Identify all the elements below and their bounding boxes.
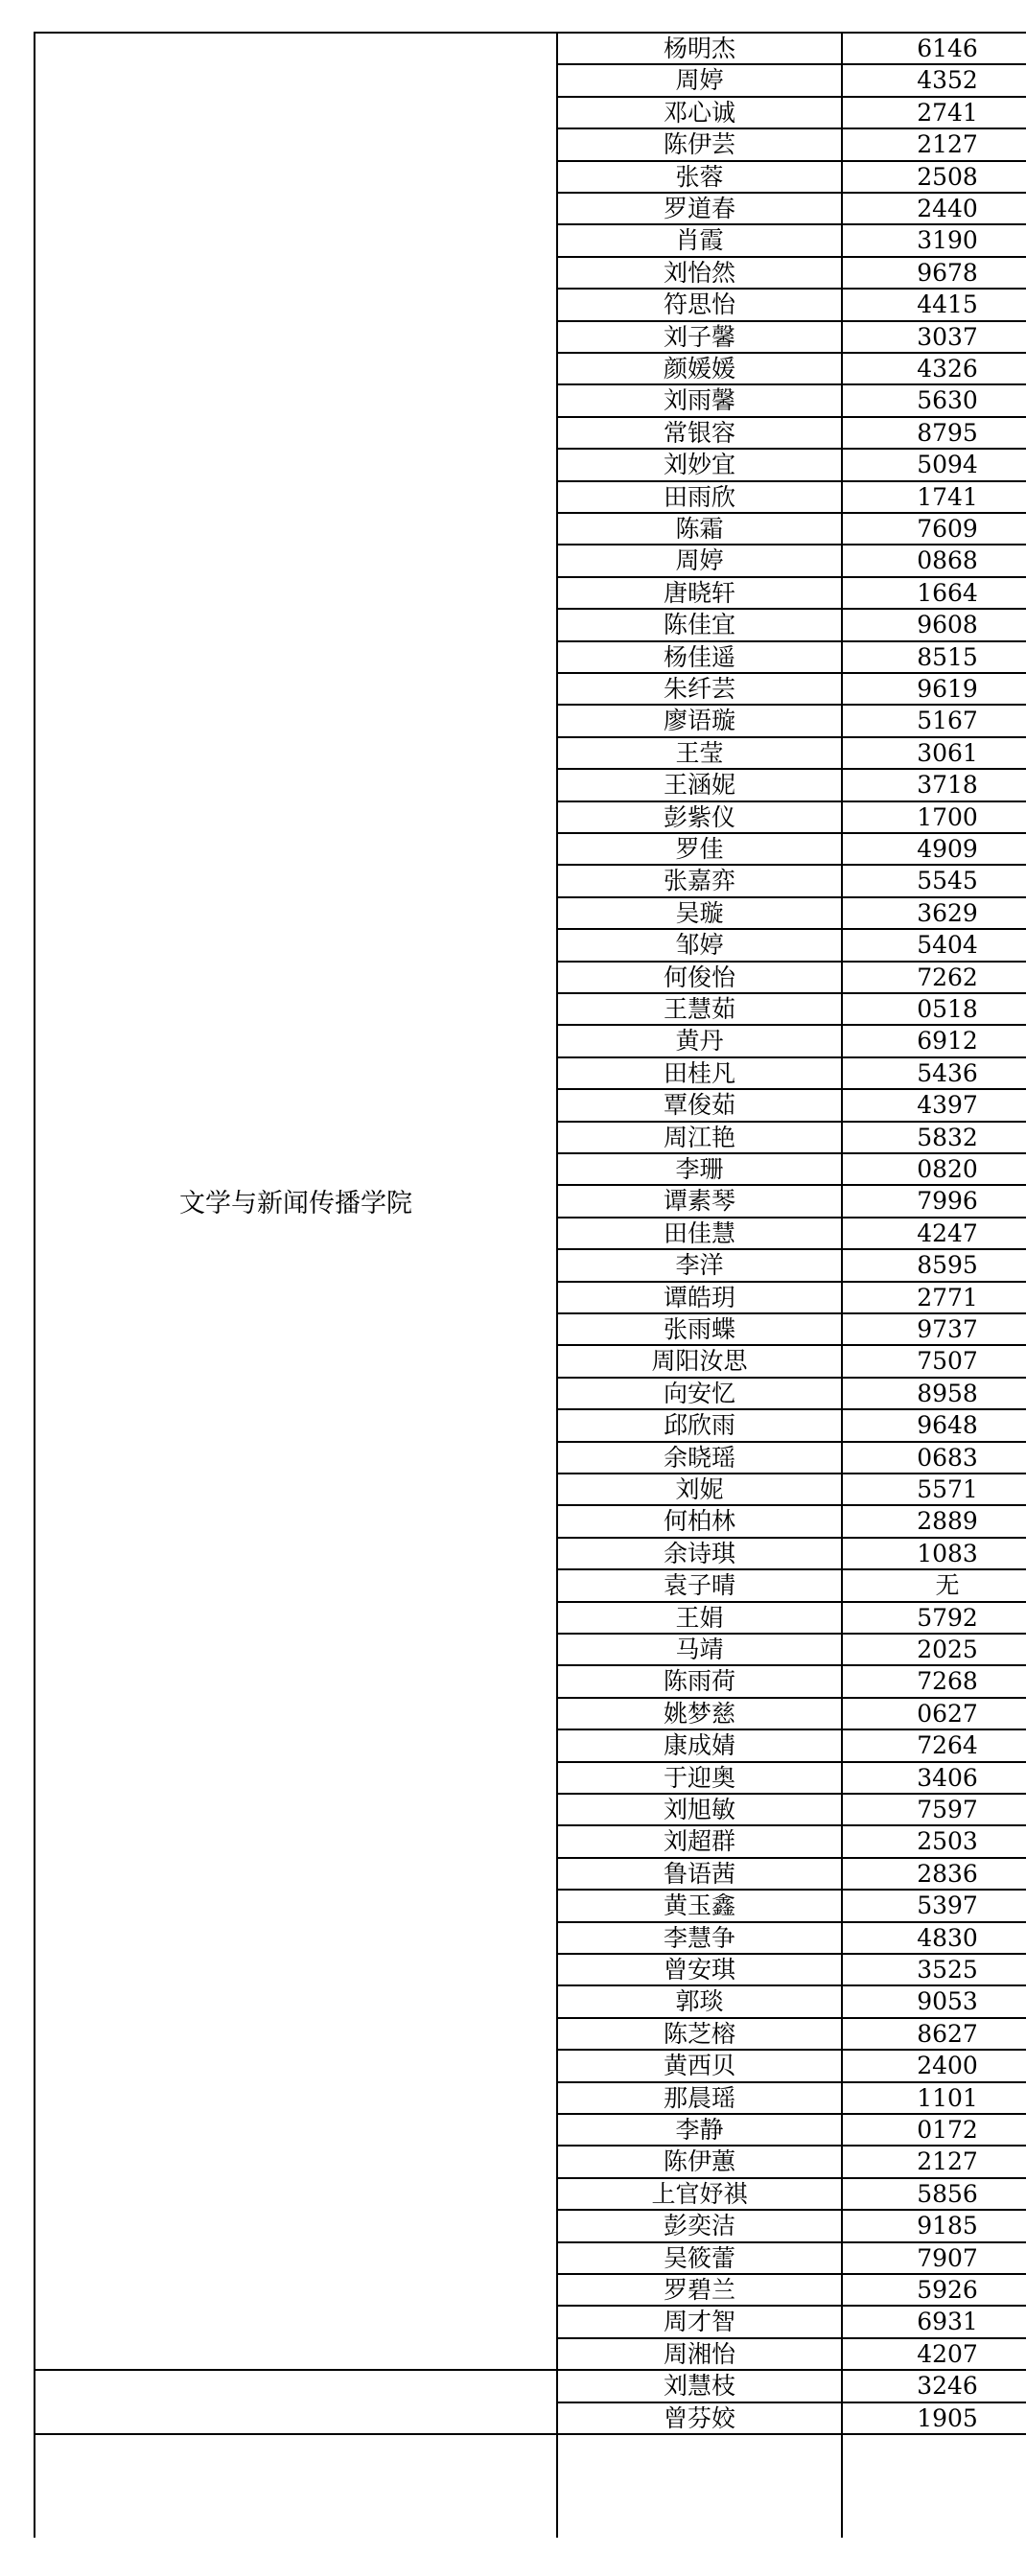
code-cell: 7268 <box>917 1667 978 1696</box>
code-cell: 3525 <box>917 1956 978 1984</box>
code-cell: 5926 <box>917 2276 978 2304</box>
code-cell: 4909 <box>917 835 978 863</box>
spreadsheet-table <box>34 32 1026 2538</box>
code-cell: 0820 <box>917 1155 978 1183</box>
name-cell: 李静 <box>675 2116 724 2144</box>
code-cell: 1905 <box>917 2403 978 2432</box>
code-cell: 7507 <box>917 1347 978 1376</box>
code-cell: 9619 <box>917 675 978 703</box>
name-cell: 郭琰 <box>675 1987 724 2016</box>
name-cell: 张蓉 <box>675 162 724 191</box>
name-cell: 何俊怡 <box>663 963 735 991</box>
name-cell: 李慧争 <box>663 1923 735 1952</box>
name-cell: 罗佳 <box>675 835 724 863</box>
name-cell: 鲁语茜 <box>663 1859 735 1888</box>
code-cell: 5167 <box>917 707 978 735</box>
name-cell: 李洋 <box>675 1251 724 1280</box>
name-cell: 邹婷 <box>675 931 724 960</box>
code-cell: 8958 <box>917 1379 978 1407</box>
code-cell: 5545 <box>917 867 978 895</box>
code-cell: 5856 <box>917 2179 978 2208</box>
name-cell: 刘慧枝 <box>663 2372 735 2401</box>
name-cell: 黄玉鑫 <box>663 1891 735 1920</box>
name-cell: 向安忆 <box>663 1379 735 1407</box>
code-cell: 2400 <box>917 2052 978 2080</box>
code-cell: 2741 <box>917 98 978 127</box>
code-cell: 0868 <box>917 546 978 575</box>
code-cell: 2836 <box>917 1859 978 1888</box>
code-cell: 9648 <box>917 1411 978 1440</box>
name-cell: 周才智 <box>663 2308 735 2336</box>
name-cell: 田佳慧 <box>663 1218 735 1247</box>
code-cell: 4352 <box>917 66 978 95</box>
name-cell: 颜媛媛 <box>663 355 735 383</box>
code-cell: 5094 <box>917 451 978 479</box>
name-cell: 邓心诚 <box>663 98 735 127</box>
code-cell: 3037 <box>917 322 978 351</box>
name-cell: 何柏林 <box>663 1507 735 1536</box>
name-cell: 曾芬姣 <box>663 2403 735 2432</box>
name-cell: 袁子晴 <box>663 1571 735 1600</box>
name-cell: 马靖 <box>675 1636 724 1663</box>
code-cell: 8627 <box>917 2019 978 2048</box>
name-cell: 黄丹 <box>675 1027 724 1056</box>
code-cell: 0683 <box>917 1443 978 1472</box>
code-cell: 0518 <box>917 995 978 1023</box>
name-cell: 谭皓玥 <box>663 1283 735 1311</box>
name-cell: 周婷 <box>675 66 724 95</box>
name-cell: 余诗琪 <box>663 1539 735 1567</box>
code-cell: 2508 <box>917 162 978 191</box>
name-cell: 刘妙宜 <box>663 451 735 479</box>
code-cell: 1101 <box>917 2083 978 2112</box>
name-cell: 彭紫仪 <box>663 802 735 831</box>
code-cell: 2771 <box>917 1283 978 1311</box>
code-cell: 9608 <box>917 611 978 639</box>
code-cell: 4830 <box>917 1923 978 1952</box>
name-cell: 廖语璇 <box>663 707 735 735</box>
code-cell: 4415 <box>917 290 978 319</box>
code-cell: 7597 <box>917 1796 978 1823</box>
name-cell: 陈霜 <box>675 515 724 543</box>
code-cell: 6931 <box>917 2308 978 2336</box>
name-cell: 刘雨馨 <box>663 386 735 415</box>
code-cell: 3629 <box>917 898 978 927</box>
name-cell: 张雨蝶 <box>663 1315 735 1343</box>
name-cell: 符思怡 <box>663 290 735 319</box>
code-cell: 8795 <box>917 418 978 447</box>
name-cell: 刘超群 <box>663 1827 735 1856</box>
code-cell: 8515 <box>917 642 978 671</box>
code-cell: 5436 <box>917 1058 978 1087</box>
name-cell: 杨佳遥 <box>663 642 735 671</box>
code-cell: 0172 <box>917 2116 978 2144</box>
name-cell: 王莹 <box>675 738 724 767</box>
name-cell: 刘旭敏 <box>663 1796 735 1823</box>
name-cell: 余晓瑶 <box>663 1443 735 1472</box>
name-cell: 那晨瑶 <box>663 2083 735 2112</box>
name-cell: 常银容 <box>663 418 735 447</box>
code-cell: 1664 <box>917 578 978 607</box>
name-cell: 刘怡然 <box>663 258 735 287</box>
name-cell: 唐晓轩 <box>663 578 735 607</box>
name-cell: 王涵妮 <box>663 771 735 800</box>
name-cell: 王娟 <box>675 1603 724 1632</box>
code-cell: 2127 <box>917 130 978 159</box>
department-cell <box>35 2369 556 2433</box>
name-cell: 田雨欣 <box>663 482 735 511</box>
code-cell: 2503 <box>917 1827 978 1856</box>
name-cell: 刘妮 <box>675 1475 724 1503</box>
name-cell: 张嘉弈 <box>663 867 735 895</box>
code-cell: 3061 <box>917 738 978 767</box>
code-cell: 5404 <box>917 931 978 960</box>
name-cell: 陈伊蕙 <box>663 2147 735 2176</box>
name-cell: 陈佳宜 <box>663 611 735 639</box>
code-cell: 5792 <box>917 1603 978 1632</box>
code-cell: 无 <box>935 1571 960 1600</box>
name-cell: 黄西贝 <box>663 2052 735 2080</box>
code-cell: 4397 <box>917 1091 978 1120</box>
code-cell: 4207 <box>917 2339 978 2368</box>
code-cell: 1741 <box>917 482 978 511</box>
code-cell: 5832 <box>917 1123 978 1151</box>
code-cell: 4326 <box>917 355 978 383</box>
code-cell: 2025 <box>917 1636 978 1663</box>
code-cell: 2889 <box>917 1507 978 1536</box>
code-cell: 5630 <box>917 386 978 415</box>
code-cell: 7264 <box>917 1731 978 1760</box>
code-cell: 0627 <box>917 1699 978 1728</box>
name-cell: 上官妤祺 <box>651 2179 748 2208</box>
name-cell: 田桂凡 <box>663 1058 735 1087</box>
code-cell: 5397 <box>917 1891 978 1920</box>
name-cell: 邱欣雨 <box>663 1411 735 1440</box>
code-cell: 4247 <box>917 1218 978 1247</box>
name-cell: 杨明杰 <box>663 35 735 62</box>
code-cell: 5571 <box>917 1475 978 1503</box>
code-cell: 6146 <box>917 35 978 62</box>
code-cell: 3718 <box>917 771 978 800</box>
name-cell: 罗道春 <box>663 195 735 222</box>
name-cell: 吴筱蕾 <box>663 2243 735 2272</box>
code-cell: 6912 <box>917 1027 978 1056</box>
code-cell: 1083 <box>917 1539 978 1567</box>
code-cell: 3246 <box>917 2372 978 2401</box>
name-cell: 谭素琴 <box>663 1187 735 1216</box>
name-cell: 周阳汝思 <box>651 1347 748 1376</box>
name-cell: 陈伊芸 <box>663 130 735 159</box>
name-cell: 陈雨荷 <box>663 1667 735 1696</box>
code-cell: 8595 <box>917 1251 978 1280</box>
code-cell: 2127 <box>917 2147 978 2176</box>
code-cell: 9737 <box>917 1315 978 1343</box>
name-cell: 朱纤芸 <box>663 675 735 703</box>
code-cell: 1700 <box>917 802 978 831</box>
name-cell: 刘子馨 <box>663 322 735 351</box>
code-cell: 7996 <box>917 1187 978 1216</box>
code-cell: 9678 <box>917 258 978 287</box>
code-cell: 7907 <box>917 2243 978 2272</box>
name-cell: 吴璇 <box>675 898 724 927</box>
code-cell: 3190 <box>917 226 978 255</box>
name-cell: 彭奕洁 <box>663 2212 735 2240</box>
name-cell: 周湘怡 <box>663 2339 735 2368</box>
name-cell: 曾安琪 <box>663 1956 735 1984</box>
name-cell: 周江艳 <box>663 1123 735 1151</box>
code-cell: 9185 <box>917 2212 978 2240</box>
name-cell: 李珊 <box>675 1155 724 1183</box>
name-cell: 周婷 <box>675 546 724 575</box>
name-cell: 王慧茹 <box>663 995 735 1023</box>
code-cell: 3406 <box>917 1763 978 1792</box>
name-cell: 肖霞 <box>675 226 724 255</box>
code-cell: 7262 <box>917 963 978 991</box>
name-cell: 于迎奥 <box>663 1763 735 1792</box>
code-cell: 2440 <box>917 195 978 222</box>
name-cell: 康成婧 <box>663 1731 735 1760</box>
department-cell: 文学与新闻传播学院 <box>179 1188 412 1218</box>
name-cell: 罗碧兰 <box>663 2276 735 2304</box>
name-cell: 覃俊茹 <box>663 1091 735 1120</box>
table-border-bottom <box>34 2433 1026 2435</box>
name-cell: 陈芝榕 <box>663 2019 735 2048</box>
name-cell: 姚梦慈 <box>663 1699 735 1728</box>
code-cell: 7609 <box>917 515 978 543</box>
code-cell: 9053 <box>917 1987 978 2016</box>
